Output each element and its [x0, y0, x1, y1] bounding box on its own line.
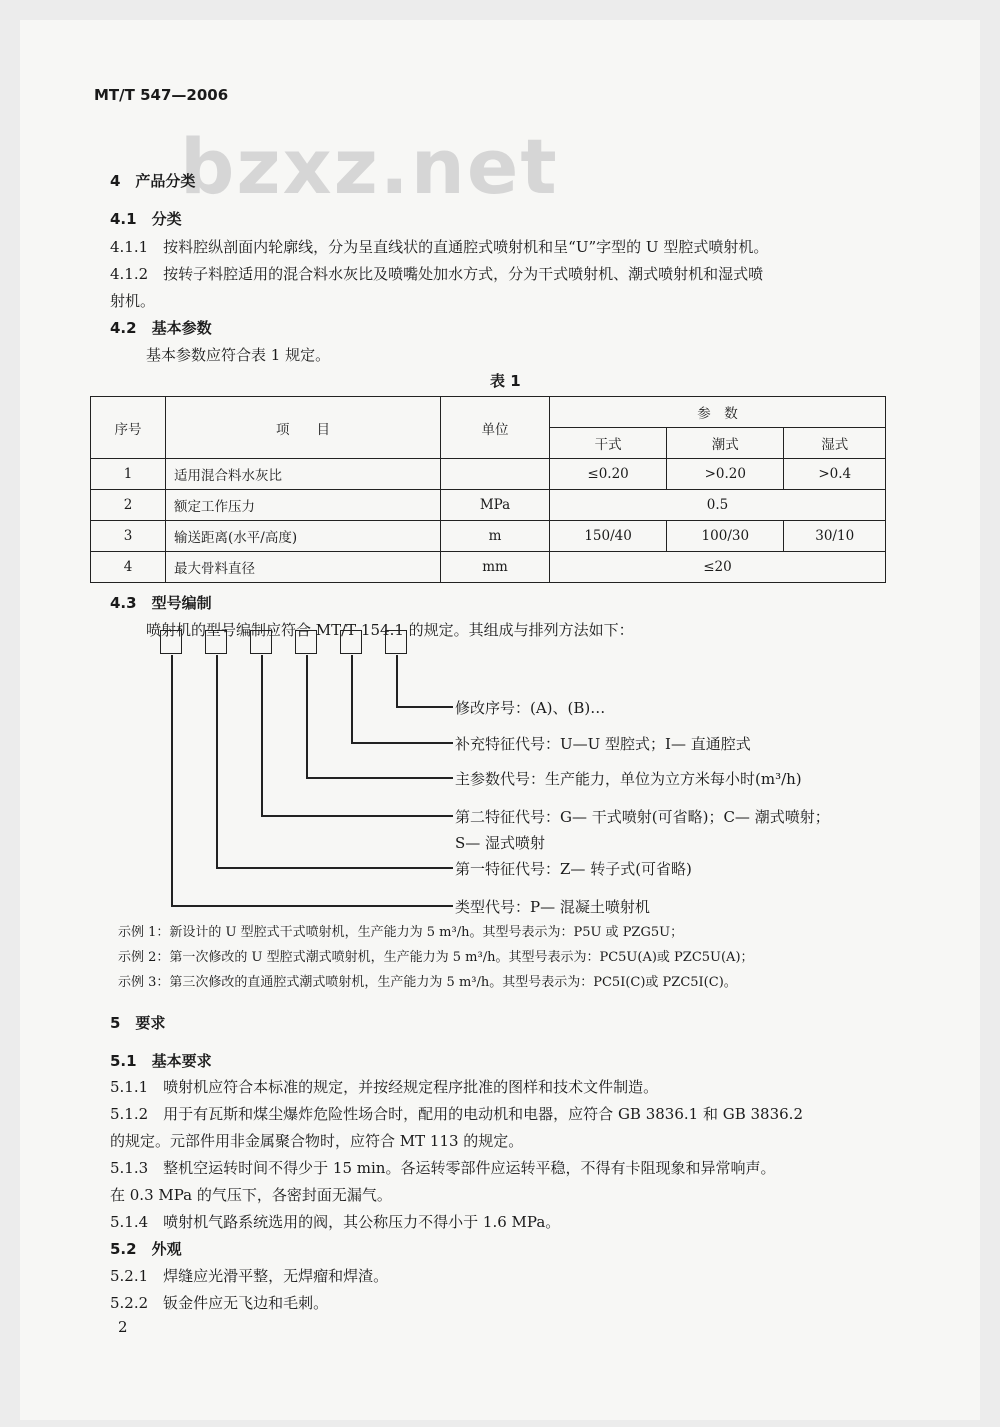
para-5-2-1: 5.2.1 焊缝应光滑平整，无焊瘤和焊渣。: [110, 1267, 389, 1285]
para-4-3: 喷射机的型号编制应符合 MT/T 154.1 的规定。其组成与排列方法如下：: [146, 621, 634, 639]
label-type-code: 类型代号：P— 混凝土喷射机: [455, 898, 650, 916]
page-number: 2: [118, 1318, 128, 1336]
example-3: 示例 3：第三次修改的直通腔式潮式喷射机，生产能力为 5 m³/h。其型号表示为：PC5I(C)或 PZC5I(C)。: [118, 975, 737, 990]
table-row: [91, 521, 886, 552]
cell-wet: >0.4: [784, 459, 886, 490]
table-row: [91, 459, 886, 490]
leader-line: [306, 777, 453, 779]
th-no: 序号: [91, 397, 166, 459]
cell-merged: 0.5: [550, 490, 886, 521]
cell-no: 1: [91, 459, 166, 490]
code-box-5: [340, 630, 362, 654]
example-1: 示例 1：新设计的 U 型腔式干式喷射机，生产能力为 5 m³/h。其型号表示为：P5U 或 PZG5U；: [118, 925, 684, 940]
para-5-2-2: 5.2.2 钣金件应无飞边和毛刺。: [110, 1294, 329, 1312]
para-5-1-2-cont: 的规定。元部件用非金属聚合物时，应符合 MT 113 的规定。: [110, 1132, 524, 1150]
section-4-2-title: 4.2 基本参数: [110, 319, 212, 337]
label-main-param-code: 主参数代号：生产能力，单位为立方米每小时(m³/h): [455, 770, 802, 788]
section-5-title: 5 要求: [110, 1014, 166, 1032]
para-4-1-2-cont: 射机。: [110, 292, 156, 310]
cell-no: 3: [91, 521, 166, 552]
example-2: 示例 2：第一次修改的 U 型腔式潮式喷射机，生产能力为 5 m³/h。其型号表示为：PC5U(A)或 PZC5U(A)；: [118, 950, 754, 965]
leader-line: [216, 655, 218, 868]
cell-item: 适用混合料水灰比: [166, 459, 441, 490]
th-params: 参 数: [550, 397, 886, 428]
label-second-feature-code: 第二特征代号：G— 干式喷射(可省略)；C— 潮式喷射；: [455, 808, 830, 826]
para-4-2: 基本参数应符合表 1 规定。: [146, 346, 331, 364]
leader-line: [171, 905, 453, 907]
th-item: 项 目: [166, 397, 441, 459]
para-5-1-2: 5.1.2 用于有瓦斯和煤尘爆炸危险性场合时，配用的电动机和电器，应符合 GB 3836.1 和 GB 3836.2: [110, 1105, 803, 1123]
code-box-1: [160, 630, 182, 654]
leader-line: [396, 706, 453, 708]
th-damp: 潮式: [667, 428, 784, 459]
label-supplementary-code: 补充特征代号：U—U 型腔式；I— 直通腔式: [455, 735, 751, 753]
leader-line: [171, 655, 173, 906]
para-5-1-3-cont: 在 0.3 MPa 的气压下，各密封面无漏气。: [110, 1186, 392, 1204]
section-5-2-title: 5.2 外观: [110, 1240, 182, 1258]
para-4-1-2: 4.1.2 按转子料腔适用的混合料水灰比及喷嘴处加水方式，分为干式喷射机、潮式喷射机和湿式喷: [110, 265, 764, 283]
th-unit: 单位: [441, 397, 550, 459]
para-5-1-4: 5.1.4 喷射机气路系统选用的阀，其公称压力不得小于 1.6 MPa。: [110, 1213, 561, 1231]
cell-damp: >0.20: [667, 459, 784, 490]
leader-line: [261, 815, 453, 817]
cell-unit: [441, 459, 550, 490]
section-4-3-title: 4.3 型号编制: [110, 594, 212, 612]
cell-dry: ≤0.20: [550, 459, 667, 490]
cell-no: 2: [91, 490, 166, 521]
para-5-1-1: 5.1.1 喷射机应符合本标准的规定，并按经规定程序批准的图样和技术文件制造。: [110, 1078, 659, 1096]
leader-line: [306, 655, 308, 778]
table-row: [91, 552, 886, 583]
leader-line: [261, 655, 263, 816]
code-box-6: [385, 630, 407, 654]
cell-unit: MPa: [441, 490, 550, 521]
table-caption: 表 1: [490, 372, 521, 390]
th-wet: 湿式: [784, 428, 886, 459]
code-box-4: [295, 630, 317, 654]
cell-item: 额定工作压力: [166, 490, 441, 521]
standard-number: MT/T 547—2006: [94, 86, 229, 104]
para-5-1-3: 5.1.3 整机空运转时间不得少于 15 min。各运转零部件应运转平稳，不得有卡阻现象和异常响声。: [110, 1159, 776, 1177]
section-4-title: 4 产品分类: [110, 172, 196, 190]
table-row: [91, 490, 886, 521]
cell-merged: ≤20: [550, 552, 886, 583]
watermark: bzxz.net: [180, 122, 559, 211]
th-dry: 干式: [550, 428, 667, 459]
cell-item: 最大骨料直径: [166, 552, 441, 583]
section-4-1-title: 4.1 分类: [110, 210, 182, 228]
label-second-feature-cont: S— 湿式喷射: [455, 834, 546, 852]
parameter-table: [90, 396, 886, 583]
section-5-1-title: 5.1 基本要求: [110, 1052, 212, 1070]
code-box-2: [205, 630, 227, 654]
cell-unit: m: [441, 521, 550, 552]
leader-line: [351, 742, 453, 744]
leader-line: [351, 655, 353, 743]
cell-unit: mm: [441, 552, 550, 583]
cell-wet: 30/10: [784, 521, 886, 552]
cell-damp: 100/30: [667, 521, 784, 552]
para-4-1-1: 4.1.1 按料腔纵剖面内轮廓线，分为呈直线状的直通腔式喷射机和呈“U”字型的 U 型腔式喷射机。: [110, 238, 769, 256]
label-modification-no: 修改序号：(A)、(B)…: [455, 699, 606, 717]
cell-dry: 150/40: [550, 521, 667, 552]
cell-item: 输送距离(水平/高度): [166, 521, 441, 552]
leader-line: [396, 655, 398, 707]
cell-no: 4: [91, 552, 166, 583]
leader-line: [216, 867, 453, 869]
code-box-3: [250, 630, 272, 654]
document-page: [20, 20, 980, 1420]
label-first-feature-code: 第一特征代号：Z— 转子式(可省略): [455, 860, 692, 878]
